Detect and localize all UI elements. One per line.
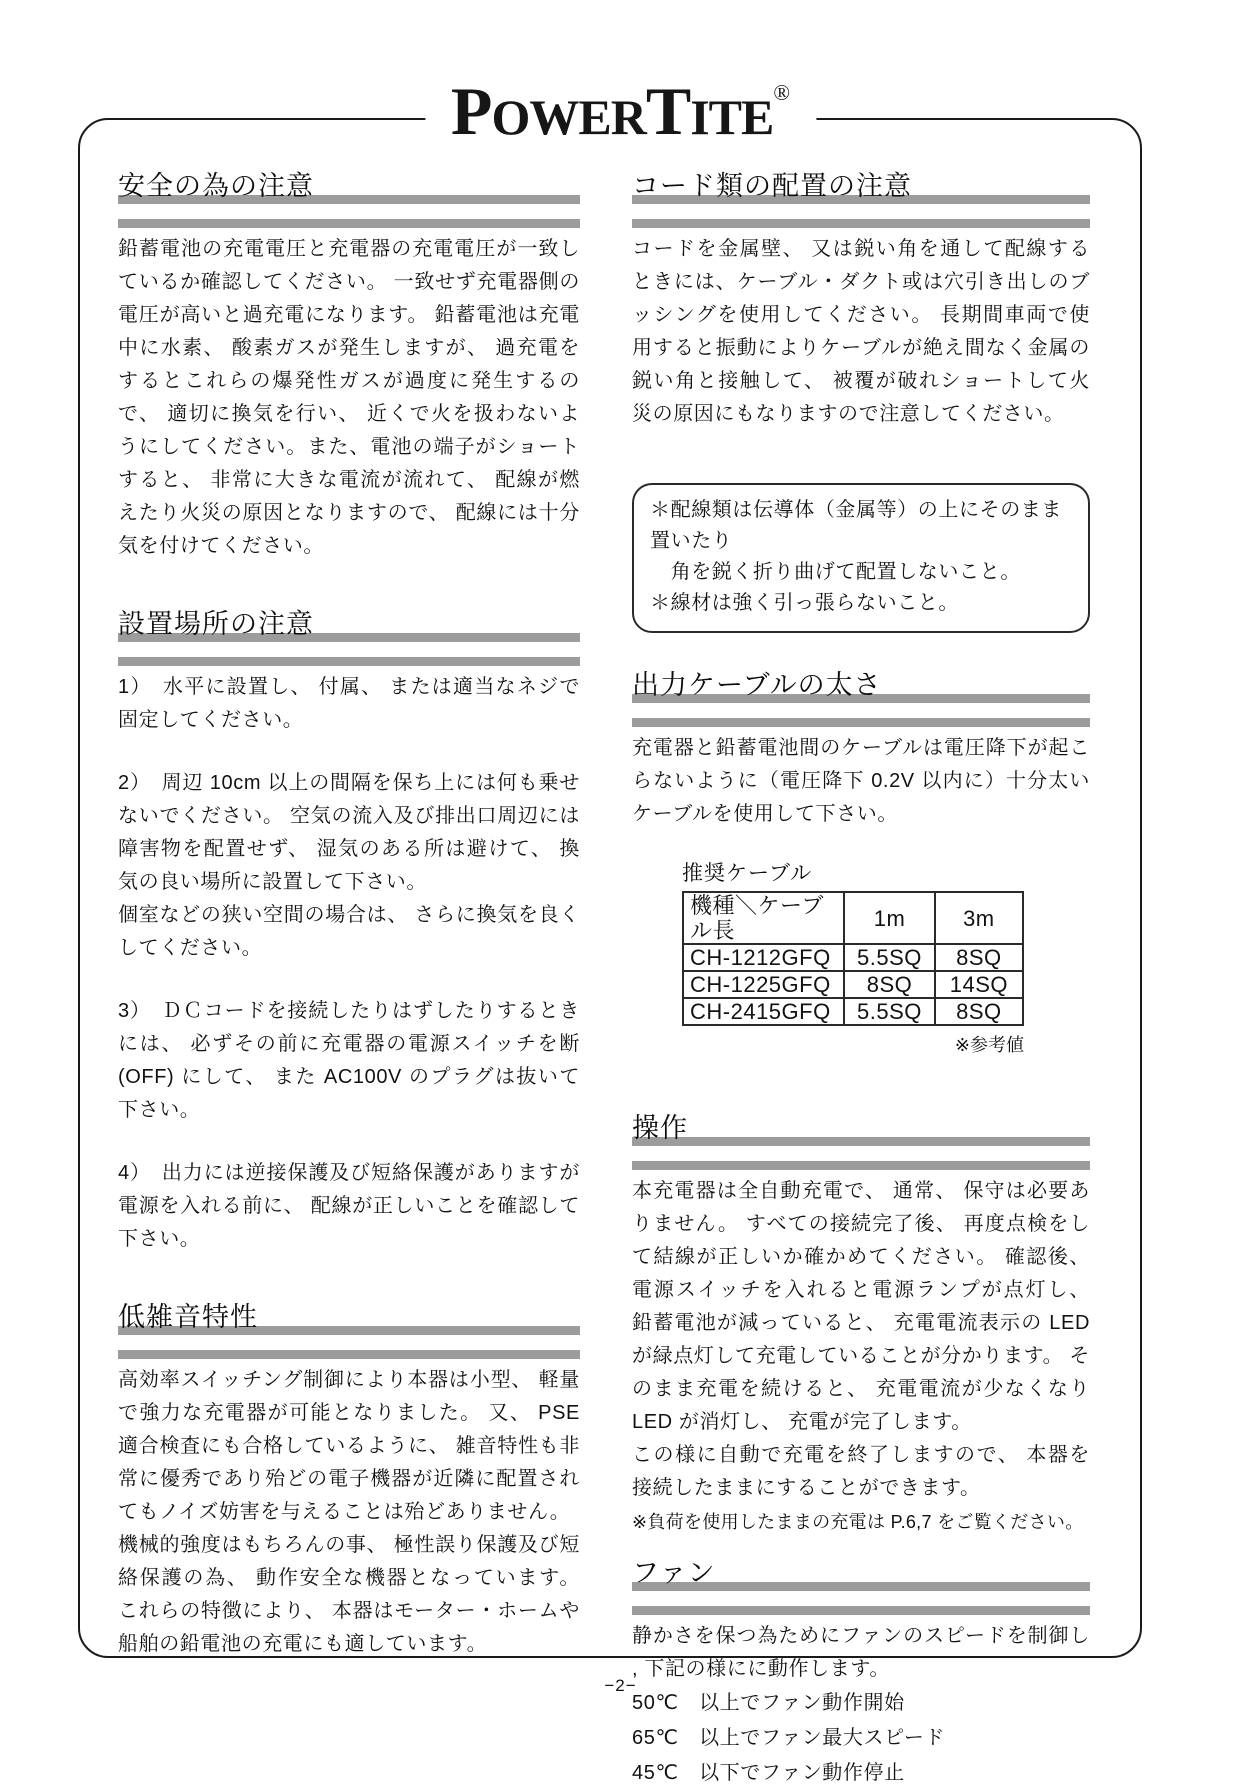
section-fan <box>632 1557 1090 1791</box>
logo-letters: ITE <box>690 89 774 145</box>
section-operation <box>632 1112 1090 1537</box>
section-cable-thickness <box>632 669 1090 831</box>
table-cell-model: CH-1225GFQ <box>683 971 844 998</box>
logo-letter: T <box>645 73 691 149</box>
fan-threshold-start: 50℃ 以上でファン動作開始 <box>632 1692 905 1714</box>
table-header-row <box>683 892 1023 944</box>
body-top-bar <box>118 1350 580 1359</box>
section-title-operation: 操作 <box>632 1113 688 1143</box>
table-cell-1m: 5.5SQ <box>844 998 934 1025</box>
body-top-bar <box>118 657 580 666</box>
table-header-3m: 3m <box>935 892 1023 944</box>
table-caption: 推奨ケーブル <box>682 862 813 885</box>
table-header-1m: 1m <box>844 892 934 944</box>
table-cell-1m: 8SQ <box>844 971 934 998</box>
section-title-cable-thickness: 出力ケーブルの太さ <box>632 670 882 700</box>
table-cell-3m: 8SQ <box>935 998 1023 1025</box>
table-reference-note: ※参考値 <box>954 1035 1024 1055</box>
section-title-cord-layout: コード類の配置の注意 <box>632 171 912 201</box>
table-header-model: 機種＼ケーブル長 <box>683 892 844 944</box>
note-line-1: ＊配線類は伝導体（金属等）の上にそのまま置いたり <box>650 499 1062 552</box>
installation-item-3: 3） ＤＣコードを接続したりはずしたりするときには、 必ずその前に充電器の電源スイッチを断 (OFF) にして、 また AC100V のプラグは抜いて下さい。 <box>118 1000 580 1121</box>
table-row <box>683 944 1023 971</box>
table-row <box>683 971 1023 998</box>
section-title-low-noise: 低雑音特性 <box>118 1302 258 1332</box>
section-cord-layout <box>632 170 1090 431</box>
section-installation <box>118 608 580 1256</box>
section-low-noise <box>118 1301 580 1661</box>
fan-body-text: 静かさを保つ為ためにファンのスピードを制御し , 下記の様にに動作します。 <box>632 1625 1090 1680</box>
body-top-bar <box>632 1161 1090 1170</box>
body-top-bar <box>632 718 1090 727</box>
operation-note: ※負荷を使用したままの充電は P.6,7 をご覧ください。 <box>632 1512 1084 1532</box>
installation-item-1: 1） 水平に設置し、 付属、 または適当なネジで固定してください。 <box>118 676 580 731</box>
body-top-bar <box>632 1606 1090 1615</box>
table-row <box>683 998 1023 1025</box>
note-line-3: ＊線材は強く引っ張らないこと。 <box>650 592 959 614</box>
cord-layout-body-text: コードを金属壁、 又は鋭い角を通して配線するときには、ケーブル・ダクト或は穴引き出しのブッシングを使用してください。 長期間車両で使用すると振動によりケーブルが絶え間なく金属の鋭い角と接触して、 被覆が破れショートして火災の原因にもなりますので注意してください。 <box>632 238 1090 425</box>
installation-item-4: 4） 出力には逆接保護及び短絡保護がありますが電源を入れる前に、 配線が正しいことを確認して下さい。 <box>118 1162 580 1250</box>
section-title-safety: 安全の為の注意 <box>118 171 314 201</box>
powertite-logo <box>425 58 816 165</box>
logo-letters: OWER <box>491 89 646 145</box>
section-title-fan: ファン <box>632 1558 716 1588</box>
recommended-cable-table <box>682 891 1024 1026</box>
body-top-bar <box>118 219 580 228</box>
installation-item-2b: 個室などの狭い空間の場合は、 さらに換気を良くしてください。 <box>118 904 580 959</box>
fan-threshold-stop: 45℃ 以下でファン動作停止 <box>632 1762 905 1784</box>
right-column <box>632 170 1090 1791</box>
cable-thickness-body-text: 充電器と鉛蓄電池間のケーブルは電圧降下が起こらないように（電圧降下 0.2V 以内に）十分太いケーブルを使用して下さい。 <box>632 737 1090 825</box>
registered-trademark-symbol: ® <box>773 80 791 105</box>
note-line-2: 角を鋭く折り曲げて配置しないこと。 <box>650 561 1021 583</box>
page-number: −2− <box>604 1676 637 1695</box>
recommended-cable-table-block <box>682 857 1024 1057</box>
fan-threshold-max: 65℃ 以上でファン最大スピード <box>632 1727 946 1749</box>
table-cell-model: CH-2415GFQ <box>683 998 844 1025</box>
operation-paragraph-2: この様に自動で充電を終了しますので、 本器を接続したままにすることができます。 <box>632 1444 1090 1499</box>
operation-paragraph-1: 本充電器は全自動充電で、 通常、 保守は必要ありません。 すべての接続完了後、 再度点検をして結線が正しいか確かめてください。 確認後、 電源スイッチを入れると電源ランプが点灯し、 鉛蓄電池が減っていると、 充電電流表示の LED が緑点灯して充電していることが分かります。 そのまま充電を続けると、 充電電流が少なくなり LED が消灯し、 充電が完了します。 <box>632 1180 1090 1433</box>
low-noise-paragraph-1: 高効率スイッチング制御により本器は小型、 軽量で強力な充電器が可能となりました。 又、 PSE 適合検査にも合格しているように、 雑音特性も非常に優秀であり殆どの電子機器が近隣に配置されてもノイズ妨害を与えることは殆どありません。 <box>118 1369 580 1523</box>
safety-body-text: 鉛蓄電池の充電電圧と充電器の充電電圧が一致しているか確認してください。 一致せず充電器側の電圧が高いと過充電になります。 鉛蓄電池は充電中に水素、 酸素ガスが発生しますが、 過充電をするとこれらの爆発性ガスが過度に発生するので、 適切に換気を行い、 近くで火を扱わないようにしてください。また、電池の端子がショートすると、 非常に大きな電流が流れて、 配線が燃えたり火災の原因となりますので、 配線には十分気を付けてください。 <box>118 238 580 557</box>
installation-item-2: 2） 周辺 10cm 以上の間隔を保ち上には何も乗せないでください。 空気の流入及び排出口周辺には障害物を配置せず、 湿気のある所は避けて、 換気の良い場所に設置して下さい。 <box>118 772 580 893</box>
table-cell-3m: 8SQ <box>935 944 1023 971</box>
table-cell-1m: 5.5SQ <box>844 944 934 971</box>
section-safety <box>118 170 580 563</box>
logo-letter: P <box>450 73 492 149</box>
low-noise-paragraph-2: 機械的強度はもちろんの事、 極性誤り保護及び短絡保護の為、 動作安全な機器となっています。 これらの特徴により、 本器はモーター・ホームや船舶の鉛電池の充電にも適しています。 <box>118 1534 580 1655</box>
left-column <box>118 170 580 1661</box>
wiring-note-box <box>632 483 1090 633</box>
body-top-bar <box>632 219 1090 228</box>
table-cell-3m: 14SQ <box>935 971 1023 998</box>
table-cell-model: CH-1212GFQ <box>683 944 844 971</box>
section-title-installation: 設置場所の注意 <box>118 609 314 639</box>
